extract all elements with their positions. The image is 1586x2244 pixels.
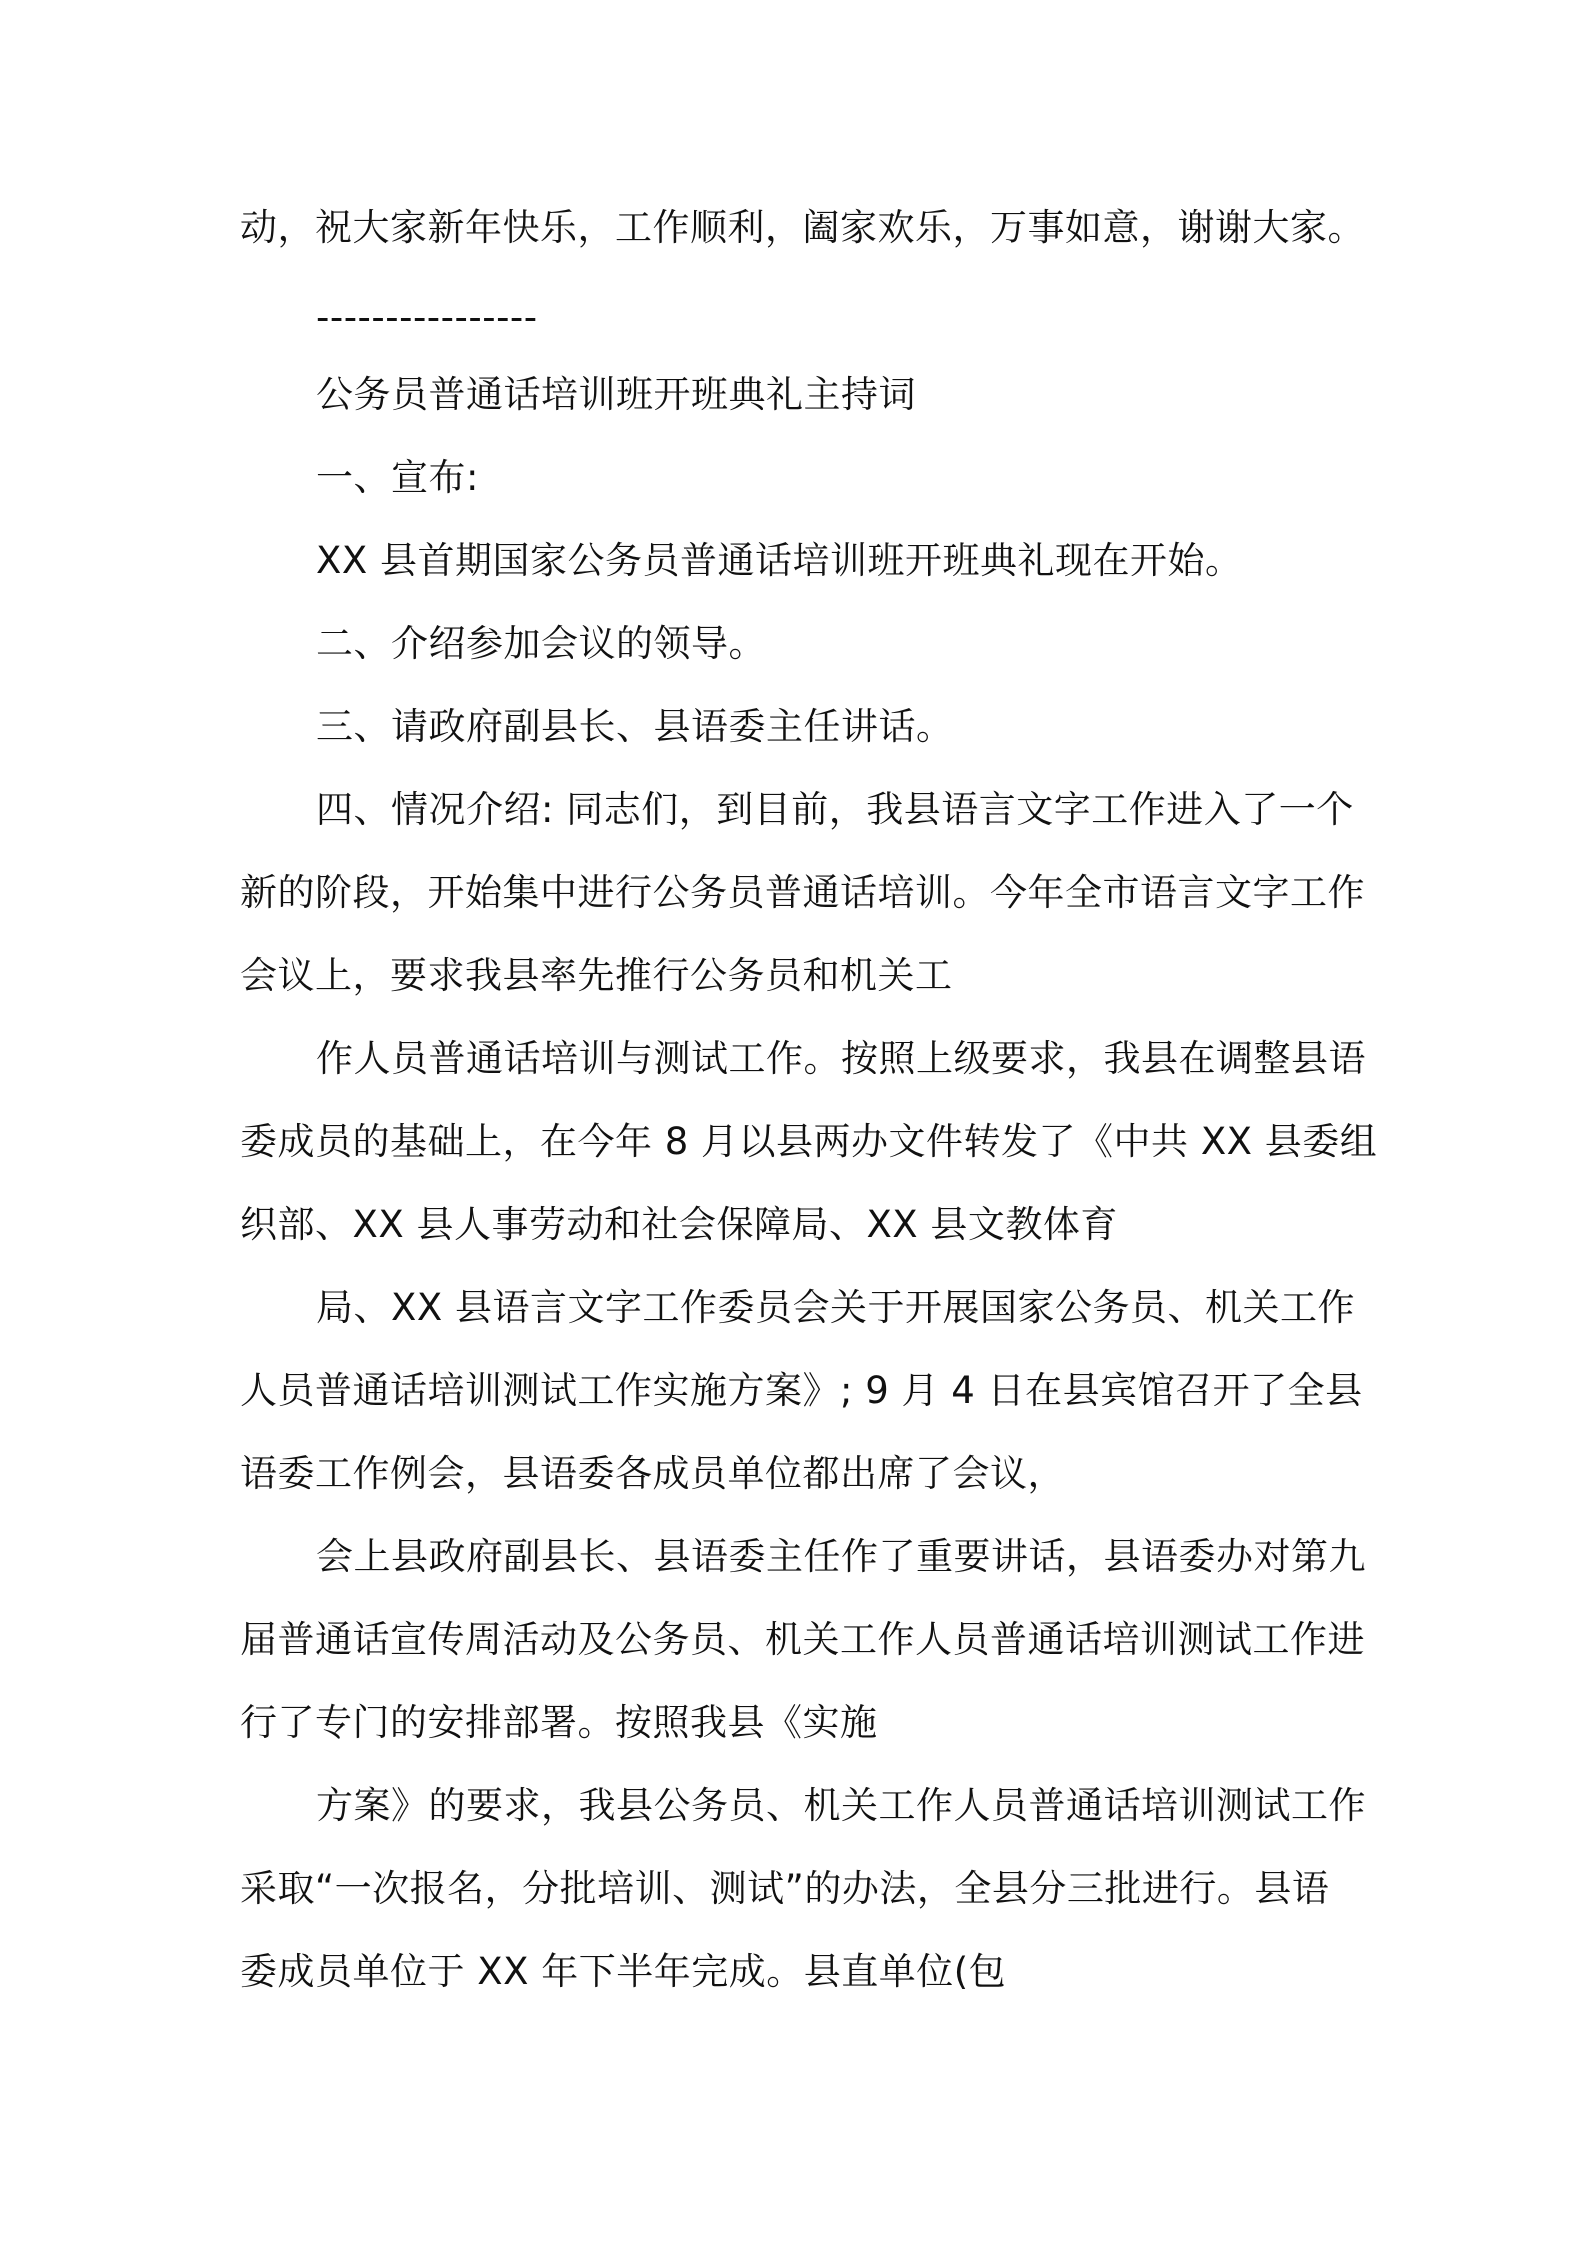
- document-title: 公务员普通话培训班开班典礼主持词: [316, 373, 916, 416]
- separator-line: ----------------: [316, 296, 538, 339]
- text-line: 一、宣布:: [316, 456, 479, 499]
- text-line: 委成员单位于 XX 年下半年完成。县直单位(包: [240, 1950, 1007, 1993]
- text-line: 三、请政府副县长、县语委主任讲话。: [316, 705, 954, 748]
- text-line: 四、情况介绍: 同志们，到目前，我县语言文字工作进入了一个: [316, 788, 1354, 831]
- text-line: 二、介绍参加会议的领导。: [316, 622, 766, 665]
- text-line: 会议上，要求我县率先推行公务员和机关工: [240, 954, 953, 997]
- text-line: 方案》的要求，我县公务员、机关工作人员普通话培训测试工作: [316, 1784, 1366, 1827]
- text-line: 语委工作例会，县语委各成员单位都出席了会议，: [240, 1452, 1065, 1495]
- text-line: 作人员普通话培训与测试工作。按照上级要求，我县在调整县语: [316, 1037, 1366, 1080]
- text-line: 届普通话宣传周活动及公务员、机关工作人员普通话培训测试工作进: [240, 1618, 1365, 1661]
- text-line: 委成员的基础上，在今年 8 月以县两办文件转发了《中共 XX 县委组: [240, 1120, 1378, 1163]
- text-line: XX 县首期国家公务员普通话培训班开班典礼现在开始。: [316, 539, 1243, 582]
- text-line: 局、XX 县语言文字工作委员会关于开展国家公务员、机关工作: [316, 1286, 1355, 1329]
- text-line: 动，祝大家新年快乐，工作顺利，阖家欢乐，万事如意，谢谢大家。: [240, 206, 1365, 249]
- text-line: 行了专门的安排部署。按照我县《实施: [240, 1701, 878, 1744]
- text-line: 采取“一次报名，分批培训、测试”的办法，全县分三批进行。县语: [240, 1867, 1330, 1910]
- text-line: 会上县政府副县长、县语委主任作了重要讲话，县语委办对第九: [316, 1535, 1366, 1578]
- text-line: 人员普通话培训测试工作实施方案》; 9 月 4 日在县宾馆召开了全县: [240, 1369, 1363, 1412]
- text-line: 新的阶段，开始集中进行公务员普通话培训。今年全市语言文字工作: [240, 871, 1365, 914]
- text-line: 织部、XX 县人事劳动和社会保障局、XX 县文教体育: [240, 1203, 1118, 1246]
